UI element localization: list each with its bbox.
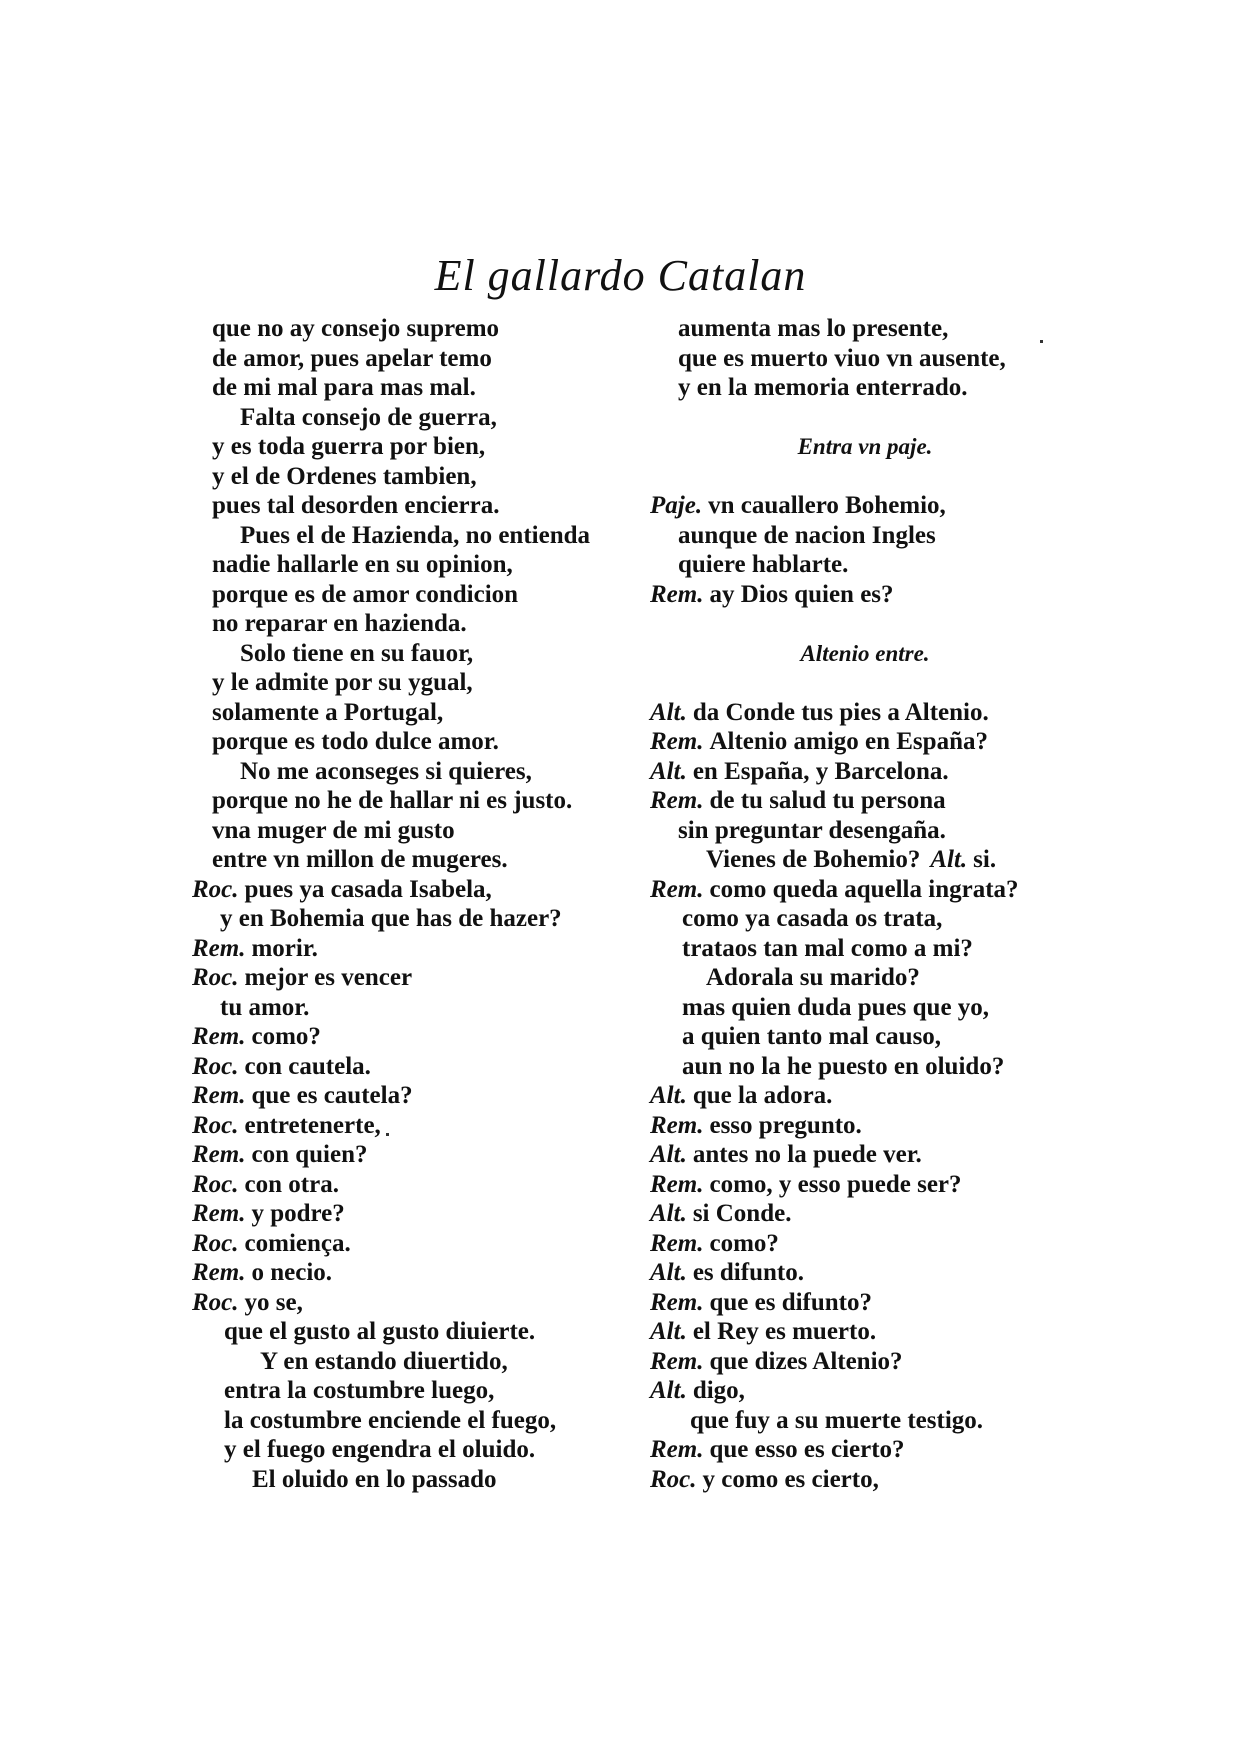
verse-text: quiere hablarte. bbox=[678, 551, 849, 578]
verse-line bbox=[192, 993, 632, 1023]
verse-line bbox=[650, 1111, 1080, 1141]
verse-line bbox=[192, 786, 632, 816]
speaker-label: Roc. bbox=[192, 964, 239, 991]
verse-text: como ya casada os trata, bbox=[682, 905, 943, 932]
verse-line bbox=[192, 462, 632, 492]
verse-text: como, y esso puede ser? bbox=[709, 1170, 962, 1198]
verse-line bbox=[192, 1081, 632, 1111]
verse-text: aumenta mas lo presente, bbox=[678, 315, 949, 342]
verse-text: o necio. bbox=[251, 1259, 333, 1286]
verse-line bbox=[650, 1406, 1080, 1436]
verse-text: digo, bbox=[692, 1377, 745, 1404]
speaker-label: Rem. bbox=[192, 1259, 246, 1286]
verse-text: Solo tiene en su fauor, bbox=[240, 639, 474, 667]
verse-text: porque es de amor condicion bbox=[212, 580, 519, 608]
verse-text: y es toda guerra por bien, bbox=[212, 433, 486, 460]
verse-line bbox=[650, 1258, 1080, 1288]
verse-text: vna muger de mi gusto bbox=[212, 816, 455, 844]
verse-text: de tu salud tu persona bbox=[709, 787, 946, 814]
verse-line bbox=[650, 373, 1080, 403]
verse-line bbox=[650, 1170, 1080, 1200]
speaker-label: Roc. bbox=[192, 1229, 239, 1257]
verse-text: como? bbox=[251, 1023, 321, 1050]
verse-line bbox=[650, 816, 1080, 846]
verse-line bbox=[650, 521, 1080, 551]
verse-text: si. bbox=[973, 846, 997, 873]
verse-line bbox=[192, 373, 632, 403]
verse-text: El oluido en lo passado bbox=[252, 1465, 497, 1493]
verse-text: No me aconseges si quieres, bbox=[240, 757, 532, 785]
verse-line bbox=[650, 1376, 1080, 1406]
verse-line bbox=[192, 875, 632, 905]
speaker-label: Rem. bbox=[650, 1288, 704, 1316]
verse-text: nadie hallarle en su opinion, bbox=[212, 551, 513, 578]
verse-text: porque es todo dulce amor. bbox=[212, 728, 499, 755]
verse-line bbox=[650, 1288, 1080, 1318]
verse-text: y podre? bbox=[251, 1200, 345, 1227]
verse-line bbox=[192, 1140, 632, 1170]
verse-text: pues ya casada Isabela, bbox=[244, 875, 492, 903]
verse-text: con cautela. bbox=[244, 1052, 371, 1080]
verse-line bbox=[650, 550, 1080, 580]
speaker-label: Paje. bbox=[650, 492, 703, 519]
verse-text: Adorala su marido? bbox=[706, 964, 920, 991]
speaker-label: Roc. bbox=[192, 1111, 239, 1139]
verse-line bbox=[192, 580, 632, 610]
speaker-label: Alt. bbox=[650, 757, 687, 785]
verse-line bbox=[650, 1465, 1080, 1495]
speaker-label: Rem. bbox=[650, 728, 704, 755]
verse-line bbox=[650, 1199, 1080, 1229]
ink-speck bbox=[386, 1133, 389, 1136]
verse-line bbox=[192, 1288, 632, 1318]
verse-text: que el gusto al gusto diuierte. bbox=[224, 1318, 536, 1345]
verse-text: entra la costumbre luego, bbox=[224, 1377, 495, 1404]
verse-text: con quien? bbox=[251, 1141, 368, 1168]
speaker-label: Alt. bbox=[650, 1200, 687, 1227]
verse-line bbox=[192, 963, 632, 993]
verse-line bbox=[192, 1022, 632, 1052]
verse-line bbox=[650, 875, 1080, 905]
verse-text: porque no he de hallar ni es justo. bbox=[212, 787, 573, 814]
verse-text: esso pregunto. bbox=[709, 1111, 862, 1139]
verse-line bbox=[650, 1347, 1080, 1377]
verse-text: vn cauallero Bohemio, bbox=[708, 492, 946, 519]
verse-line bbox=[650, 491, 1080, 521]
speaker-label: Rem. bbox=[192, 1082, 246, 1109]
verse-text: antes no la puede ver. bbox=[692, 1141, 922, 1168]
verse-text: entre vn millon de mugeres. bbox=[212, 846, 508, 873]
speaker-label: Rem. bbox=[192, 1141, 246, 1168]
verse-text: y el fuego engendra el oluido. bbox=[224, 1436, 536, 1463]
verse-text: que la adora. bbox=[692, 1082, 833, 1109]
blank-line bbox=[650, 668, 1080, 698]
verse-text: yo se, bbox=[244, 1288, 303, 1316]
verse-line bbox=[192, 432, 632, 462]
verse-line bbox=[192, 521, 632, 551]
speaker-label: Alt. bbox=[650, 698, 687, 726]
verse-line bbox=[650, 1435, 1080, 1465]
verse-text: tu amor. bbox=[220, 993, 310, 1021]
speaker-label: Rem. bbox=[650, 787, 704, 814]
verse-text: a quien tanto mal causo, bbox=[682, 1023, 942, 1050]
verse-line bbox=[650, 993, 1080, 1023]
verse-line bbox=[650, 904, 1080, 934]
speaker-label: Rem. bbox=[650, 1436, 704, 1463]
verse-line bbox=[192, 1111, 632, 1141]
left-column bbox=[192, 314, 632, 1494]
verse-line bbox=[192, 550, 632, 580]
verse-line bbox=[650, 698, 1080, 728]
verse-text: el Rey es muerto. bbox=[692, 1318, 877, 1345]
speaker-label: Alt. bbox=[650, 1377, 687, 1404]
verse-line bbox=[650, 314, 1080, 344]
verse-line bbox=[650, 1081, 1080, 1111]
right-column bbox=[650, 314, 1080, 1494]
verse-line bbox=[192, 816, 632, 846]
verse-line bbox=[192, 845, 632, 875]
verse-line bbox=[650, 1140, 1080, 1170]
verse-text: y el de Ordenes tambien, bbox=[212, 462, 477, 490]
speaker-label: Alt. bbox=[650, 1318, 687, 1345]
verse-line bbox=[192, 934, 632, 964]
verse-text: es difunto. bbox=[692, 1259, 804, 1286]
verse-text: y le admite por su ygual, bbox=[212, 669, 473, 696]
running-title: El gallardo Catalan bbox=[434, 251, 807, 300]
verse-text: entretenerte, bbox=[244, 1111, 381, 1139]
verse-line bbox=[192, 609, 632, 639]
ink-speck bbox=[1040, 340, 1043, 343]
verse-text: y en Bohemia que has de hazer? bbox=[220, 905, 562, 932]
speaker-label: Roc. bbox=[192, 1288, 239, 1316]
verse-line bbox=[650, 963, 1080, 993]
blank-line bbox=[650, 462, 1080, 492]
verse-text: Altenio amigo en España? bbox=[709, 728, 988, 755]
verse-line bbox=[650, 344, 1080, 374]
verse-text: con otra. bbox=[244, 1170, 339, 1198]
verse-line bbox=[650, 786, 1080, 816]
speaker-label: Roc. bbox=[192, 875, 239, 903]
verse-line bbox=[192, 344, 632, 374]
verse-line bbox=[650, 580, 1080, 610]
verse-text: si Conde. bbox=[692, 1200, 792, 1227]
verse-text: que es muerto viuo vn ausente, bbox=[678, 344, 1006, 372]
speaker-label: Alt. bbox=[650, 1082, 687, 1109]
verse-line bbox=[192, 904, 632, 934]
speaker-label: Rem. bbox=[650, 1170, 704, 1198]
verse-line bbox=[650, 1229, 1080, 1259]
verse-text: mejor es vencer bbox=[244, 964, 413, 991]
speaker-label: Roc. bbox=[192, 1052, 239, 1080]
verse-text: Pues el de Hazienda, no entienda bbox=[240, 521, 591, 549]
verse-text: y como es cierto, bbox=[702, 1465, 879, 1493]
verse-line bbox=[650, 1317, 1080, 1347]
verse-text: aunque de nacion Ingles bbox=[678, 521, 936, 549]
verse-line bbox=[192, 668, 632, 698]
verse-text: la costumbre enciende el fuego, bbox=[224, 1406, 557, 1434]
verse-line bbox=[650, 727, 1080, 757]
verse-text: que esso es cierto? bbox=[709, 1436, 905, 1463]
verse-line bbox=[192, 1052, 632, 1082]
speaker-label: Rem. bbox=[650, 875, 704, 903]
verse-line bbox=[650, 1022, 1080, 1052]
verse-line bbox=[650, 757, 1080, 787]
verse-text: en España, y Barcelona. bbox=[692, 757, 949, 785]
verse-line bbox=[192, 1258, 632, 1288]
verse-text: como? bbox=[709, 1229, 779, 1257]
speaker-label: Rem. bbox=[650, 580, 704, 608]
verse-text: comiença. bbox=[244, 1229, 351, 1257]
verse-text: como queda aquella ingrata? bbox=[709, 875, 1019, 903]
verse-line bbox=[192, 727, 632, 757]
speaker-label: Rem. bbox=[192, 1023, 246, 1050]
verse-text: que no ay consejo supremo bbox=[212, 315, 500, 342]
speaker-label: Alt. bbox=[650, 1141, 687, 1168]
verse-text: que dizes Altenio? bbox=[709, 1347, 903, 1375]
verse-text: da Conde tus pies a Altenio. bbox=[692, 698, 989, 726]
verse-text: de mi mal para mas mal. bbox=[212, 374, 476, 401]
verse-line bbox=[192, 1435, 632, 1465]
stage-direction: Altenio entre. bbox=[800, 640, 930, 666]
blank-line bbox=[650, 609, 1080, 639]
verse-text: morir. bbox=[251, 934, 318, 962]
verse-line bbox=[192, 1229, 632, 1259]
stage-direction: Entra vn paje. bbox=[797, 434, 933, 459]
verse-text: no reparar en hazienda. bbox=[212, 610, 467, 637]
speaker-label: Rem. bbox=[650, 1111, 704, 1139]
verse-line bbox=[650, 845, 1080, 875]
verse-line bbox=[192, 639, 632, 669]
verse-line bbox=[192, 1465, 632, 1495]
verse-text: de amor, pues apelar temo bbox=[212, 344, 492, 372]
verse-line bbox=[650, 1052, 1080, 1082]
verse-text: que es cautela? bbox=[251, 1082, 413, 1109]
verse-line bbox=[192, 403, 632, 433]
verse-text: Y en estando diuertido, bbox=[260, 1347, 508, 1375]
verse-text: Vienes de Bohemio? bbox=[706, 846, 921, 873]
verse-line bbox=[650, 934, 1080, 964]
verse-text: solamente a Portugal, bbox=[212, 698, 444, 726]
verse-text: mas quien duda pues que yo, bbox=[682, 993, 990, 1021]
verse-line bbox=[192, 1406, 632, 1436]
verse-line bbox=[192, 757, 632, 787]
verse-line bbox=[192, 1347, 632, 1377]
verse-line bbox=[192, 1199, 632, 1229]
verse-line bbox=[192, 1170, 632, 1200]
verse-line bbox=[192, 314, 632, 344]
verse-text: Falta consejo de guerra, bbox=[240, 403, 497, 431]
speaker-label: Rem. bbox=[192, 1200, 246, 1227]
verse-line bbox=[192, 698, 632, 728]
verse-text: pues tal desorden encierra. bbox=[212, 492, 500, 519]
speaker-label: Alt. bbox=[930, 846, 968, 873]
verse-text: ay Dios quien es? bbox=[709, 580, 894, 608]
speaker-label: Rem. bbox=[650, 1229, 704, 1257]
verse-text: y en la memoria enterrado. bbox=[678, 374, 968, 401]
verse-line bbox=[192, 1317, 632, 1347]
speaker-label: Roc. bbox=[192, 1170, 239, 1198]
blank-line bbox=[650, 403, 1080, 433]
speaker-label: Rem. bbox=[650, 1347, 704, 1375]
verse-line bbox=[192, 491, 632, 521]
verse-text: sin preguntar desengaña. bbox=[678, 816, 946, 844]
verse-text: trataos tan mal como a mi? bbox=[682, 934, 973, 962]
verse-text: que es difunto? bbox=[709, 1288, 873, 1316]
verse-text: aun no la he puesto en oluido? bbox=[682, 1052, 1005, 1080]
speaker-label: Rem. bbox=[192, 934, 246, 962]
verse-text: que fuy a su muerte testigo. bbox=[690, 1406, 984, 1434]
speaker-label: Roc. bbox=[650, 1465, 697, 1493]
verse-line bbox=[192, 1376, 632, 1406]
speaker-label: Alt. bbox=[650, 1259, 687, 1286]
